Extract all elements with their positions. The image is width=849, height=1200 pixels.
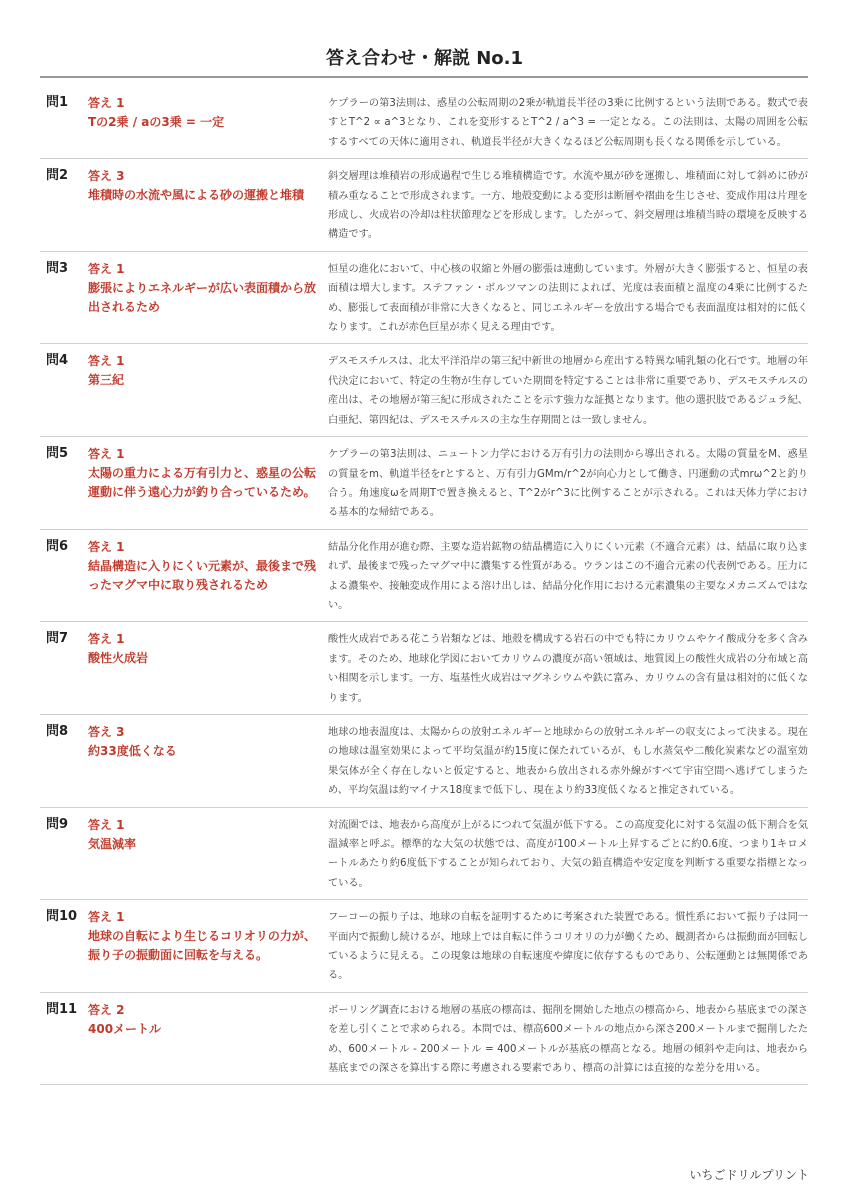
qa-row — [40, 993, 808, 1086]
qa-row — [40, 622, 808, 715]
question-number: 問6 — [46, 538, 69, 554]
question-number: 問4 — [46, 353, 69, 369]
answer-block — [88, 352, 324, 390]
qa-row — [40, 344, 808, 437]
question-number: 問1 — [46, 95, 69, 110]
answer-label: 答え 3 — [88, 724, 125, 739]
qa-row — [40, 159, 808, 252]
answer-label: 答え 1 — [88, 261, 125, 276]
question-number: 問9 — [46, 816, 69, 832]
answer-block — [88, 167, 324, 205]
page-title: 答え合わせ・解説 No.1 — [325, 48, 524, 69]
explanation-text: デスモスチルスは、北太平洋沿岸の第三紀中新世の地層から産出する特異な哺乳類の化石です。地層の年代決定において、特定の生物が生存していた期間を特定することは非常に重要であり、デスモスチルスの産出は、その地層が第三紀に形成されたことを示す強力な証拠となります。他の選択肢であるジュラ紀、白亜紀、第四紀は、デスモスチルスの主な生存期間とは一致しません。 — [328, 356, 808, 426]
answer-label: 答え 3 — [88, 169, 125, 184]
qa-row — [40, 437, 808, 530]
explanation-text: 斜交層理は堆積岩の形成過程で生じる堆積構造です。水流や風が砂を運搬し、堆積面に対して斜めに砂が積み重なることで形成されます。一方、地殻変動による変形は断層や褶曲を生じさせ、変成作用は片理を形成し、火成岩の冷却は柱状節理などを形成します。したがって、斜交層理は堆積当時の環境を反映する構造です。 — [328, 171, 808, 241]
explanation-text: ボーリング調査における地層の基底の標高は、掘削を開始した地点の標高から、地表から基底までの深さを差し引くことで求められる。本問では、標高600メートルの地点から深さ200メートルまで掘削したため、600メートル - 200メートル = 400メートルが基底の標高となる。地層の傾斜や走向は、地表から基底までの深さを算出する際に考慮される要素であり、標高の計算には直接的な差分を用いる。 — [328, 1004, 808, 1075]
explanation-text: ケプラーの第3法則は、惑星の公転周期の2乗が軌道長半径の3乗に比例するという法則である。数式で表すとT^2 ∝ a^3となり、これを変形するとT^2 / a^3 = 一定となる。この法則は、太陽の周囲を公転するすべての天体に適用され、軌道長半径が大きくなるほど公転周期も長くなる関係を示している。 — [328, 98, 808, 148]
answer-text: 地球の自転により生じるコリオリの力が、振り子の振動面に回転を与える。 — [88, 929, 316, 963]
answer-label: 答え 1 — [88, 354, 125, 369]
answer-text: 400メートル — [88, 1021, 162, 1036]
explanation-text: 対流圏では、地表から高度が上がるにつれて気温が低下する。この高度変化に対する気温の低下割合を気温減率と呼ぶ。標準的な大気の状態では、高度が100メートル上昇するごとに約0.6度、つまり1キロメートルあたり約6度低下することが知られており、大気の鉛直構造や安定度を判断する重要な指標となっている。 — [328, 819, 808, 889]
answer-block — [88, 723, 324, 761]
answer-text: 結晶構造に入りにくい元素が、最後まで残ったマグマ中に取り残されるため — [88, 558, 317, 592]
answer-label: 答え 1 — [88, 96, 125, 110]
question-number: 問3 — [46, 260, 69, 276]
answer-block — [88, 630, 324, 668]
explanation-text: 恒星の進化において、中心核の収縮と外層の膨張は連動しています。外層が大きく膨張すると、恒星の表面積は増大します。ステファン・ボルツマンの法則によれば、光度は表面積と温度の4乗に比例するため、膨張して表面積が非常に大きくなると、同じエネルギーを放出する場合でも表面温度は相対的に低くなります。これが赤色巨星が赤く見える理由です。 — [328, 263, 808, 334]
answer-block — [88, 538, 324, 595]
qa-row — [40, 715, 808, 808]
answer-text: 気温減率 — [88, 836, 137, 851]
explanation-text: 地球の地表温度は、太陽からの放射エネルギーと地球からの放射エネルギーの収支によって決まる。現在の地球は温室効果によって平均気温が約15度に保たれているが、もし水蒸気や二酸化炭素などの温室効果気体が全く存在しないと仮定すると、地表から放出される赤外線がすべて宇宙空間へ逃げてしまうため、平均気温は約マイナス18度まで低下し、現在より約33度低くなると推定されている。 — [328, 726, 808, 797]
question-number: 問5 — [46, 446, 69, 462]
answer-text: 約33度低くなる — [88, 743, 177, 758]
title-divider — [40, 76, 808, 78]
footer-brand: いちごドリルプリント — [689, 1168, 809, 1182]
answer-label: 答え 1 — [88, 447, 125, 462]
answer-text: Tの2乗 / aの3乗 = 一定 — [88, 115, 225, 129]
qa-row — [40, 252, 808, 345]
question-number: 問7 — [46, 631, 69, 647]
qa-row — [40, 530, 808, 623]
answer-block — [88, 94, 324, 132]
answer-label: 答え 1 — [88, 632, 125, 647]
answer-label: 答え 1 — [88, 910, 125, 925]
answer-block — [88, 1001, 324, 1039]
question-number: 問11 — [46, 1001, 78, 1017]
qa-row — [40, 900, 808, 993]
answer-label: 答え 2 — [88, 1002, 125, 1017]
answer-text: 堆積時の水流や風による砂の運搬と堆積 — [88, 188, 305, 203]
question-number: 問10 — [46, 909, 78, 925]
answer-text: 膨張によりエネルギーが広い表面積から放出されるため — [88, 280, 317, 314]
explanation-text: ケプラーの第3法則は、ニュートン力学における万有引力の法則から導出される。太陽の質量をM、惑星の質量をm、軌道半径をrとすると、万有引力GMm/r^2が向心力として働き、円運動の式mrω^2と釣り合う。角速度ωを周期Tで置き換えると、T^2がr^3に比例することが示される。これは天体力学における基本的な帰結である。 — [328, 449, 808, 519]
answer-block — [88, 816, 324, 854]
question-number: 問2 — [46, 168, 69, 184]
explanation-text: 結晶分化作用が進む際、主要な造岩鉱物の結晶構造に入りにくい元素（不適合元素）は、結晶に取り込まれず、最後まで残ったマグマ中に濃集する性質がある。ウランはこの不適合元素の代表例である。圧力による濃集や、接触変成作用による溶け出しは、結晶分化作用における元素濃集の主要なメカニズムではない。 — [328, 541, 808, 611]
answer-block — [88, 908, 324, 965]
answer-label: 答え 1 — [88, 539, 125, 554]
question-number: 問8 — [46, 723, 69, 739]
qa-row — [40, 86, 808, 159]
answer-text: 太陽の重力による万有引力と、惑星の公転運動に伴う遠心力が釣り合っているため。 — [88, 466, 317, 500]
answer-block — [88, 445, 324, 502]
explanation-text: フーコーの振り子は、地球の自転を証明するために考案された装置である。慣性系において振り子は同一平面内で振動し続けるが、地球上では自転に伴うコリオリの力が働くため、観測者からは振動面が回転しているように見える。この現象は地球の自転速度や緯度に依存するものであり、公転運動とは無関係である。 — [328, 912, 808, 982]
qa-list — [40, 86, 808, 1085]
answer-label: 答え 1 — [88, 817, 125, 832]
answer-text: 第三紀 — [88, 373, 125, 388]
answer-block — [88, 260, 324, 317]
explanation-text: 酸性火成岩である花こう岩類などは、地殻を構成する岩石の中でも特にカリウムやケイ酸成分を多く含みます。そのため、地球化学図においてカリウムの濃度が高い領域は、地質図上の酸性火成岩の分布域と高い相関を示します。一方、塩基性火成岩はマグネシウムや鉄に富み、カリウムの含有量は相対的に低くなります。 — [328, 634, 808, 704]
qa-row — [40, 808, 808, 901]
answer-text: 酸性火成岩 — [88, 651, 149, 666]
